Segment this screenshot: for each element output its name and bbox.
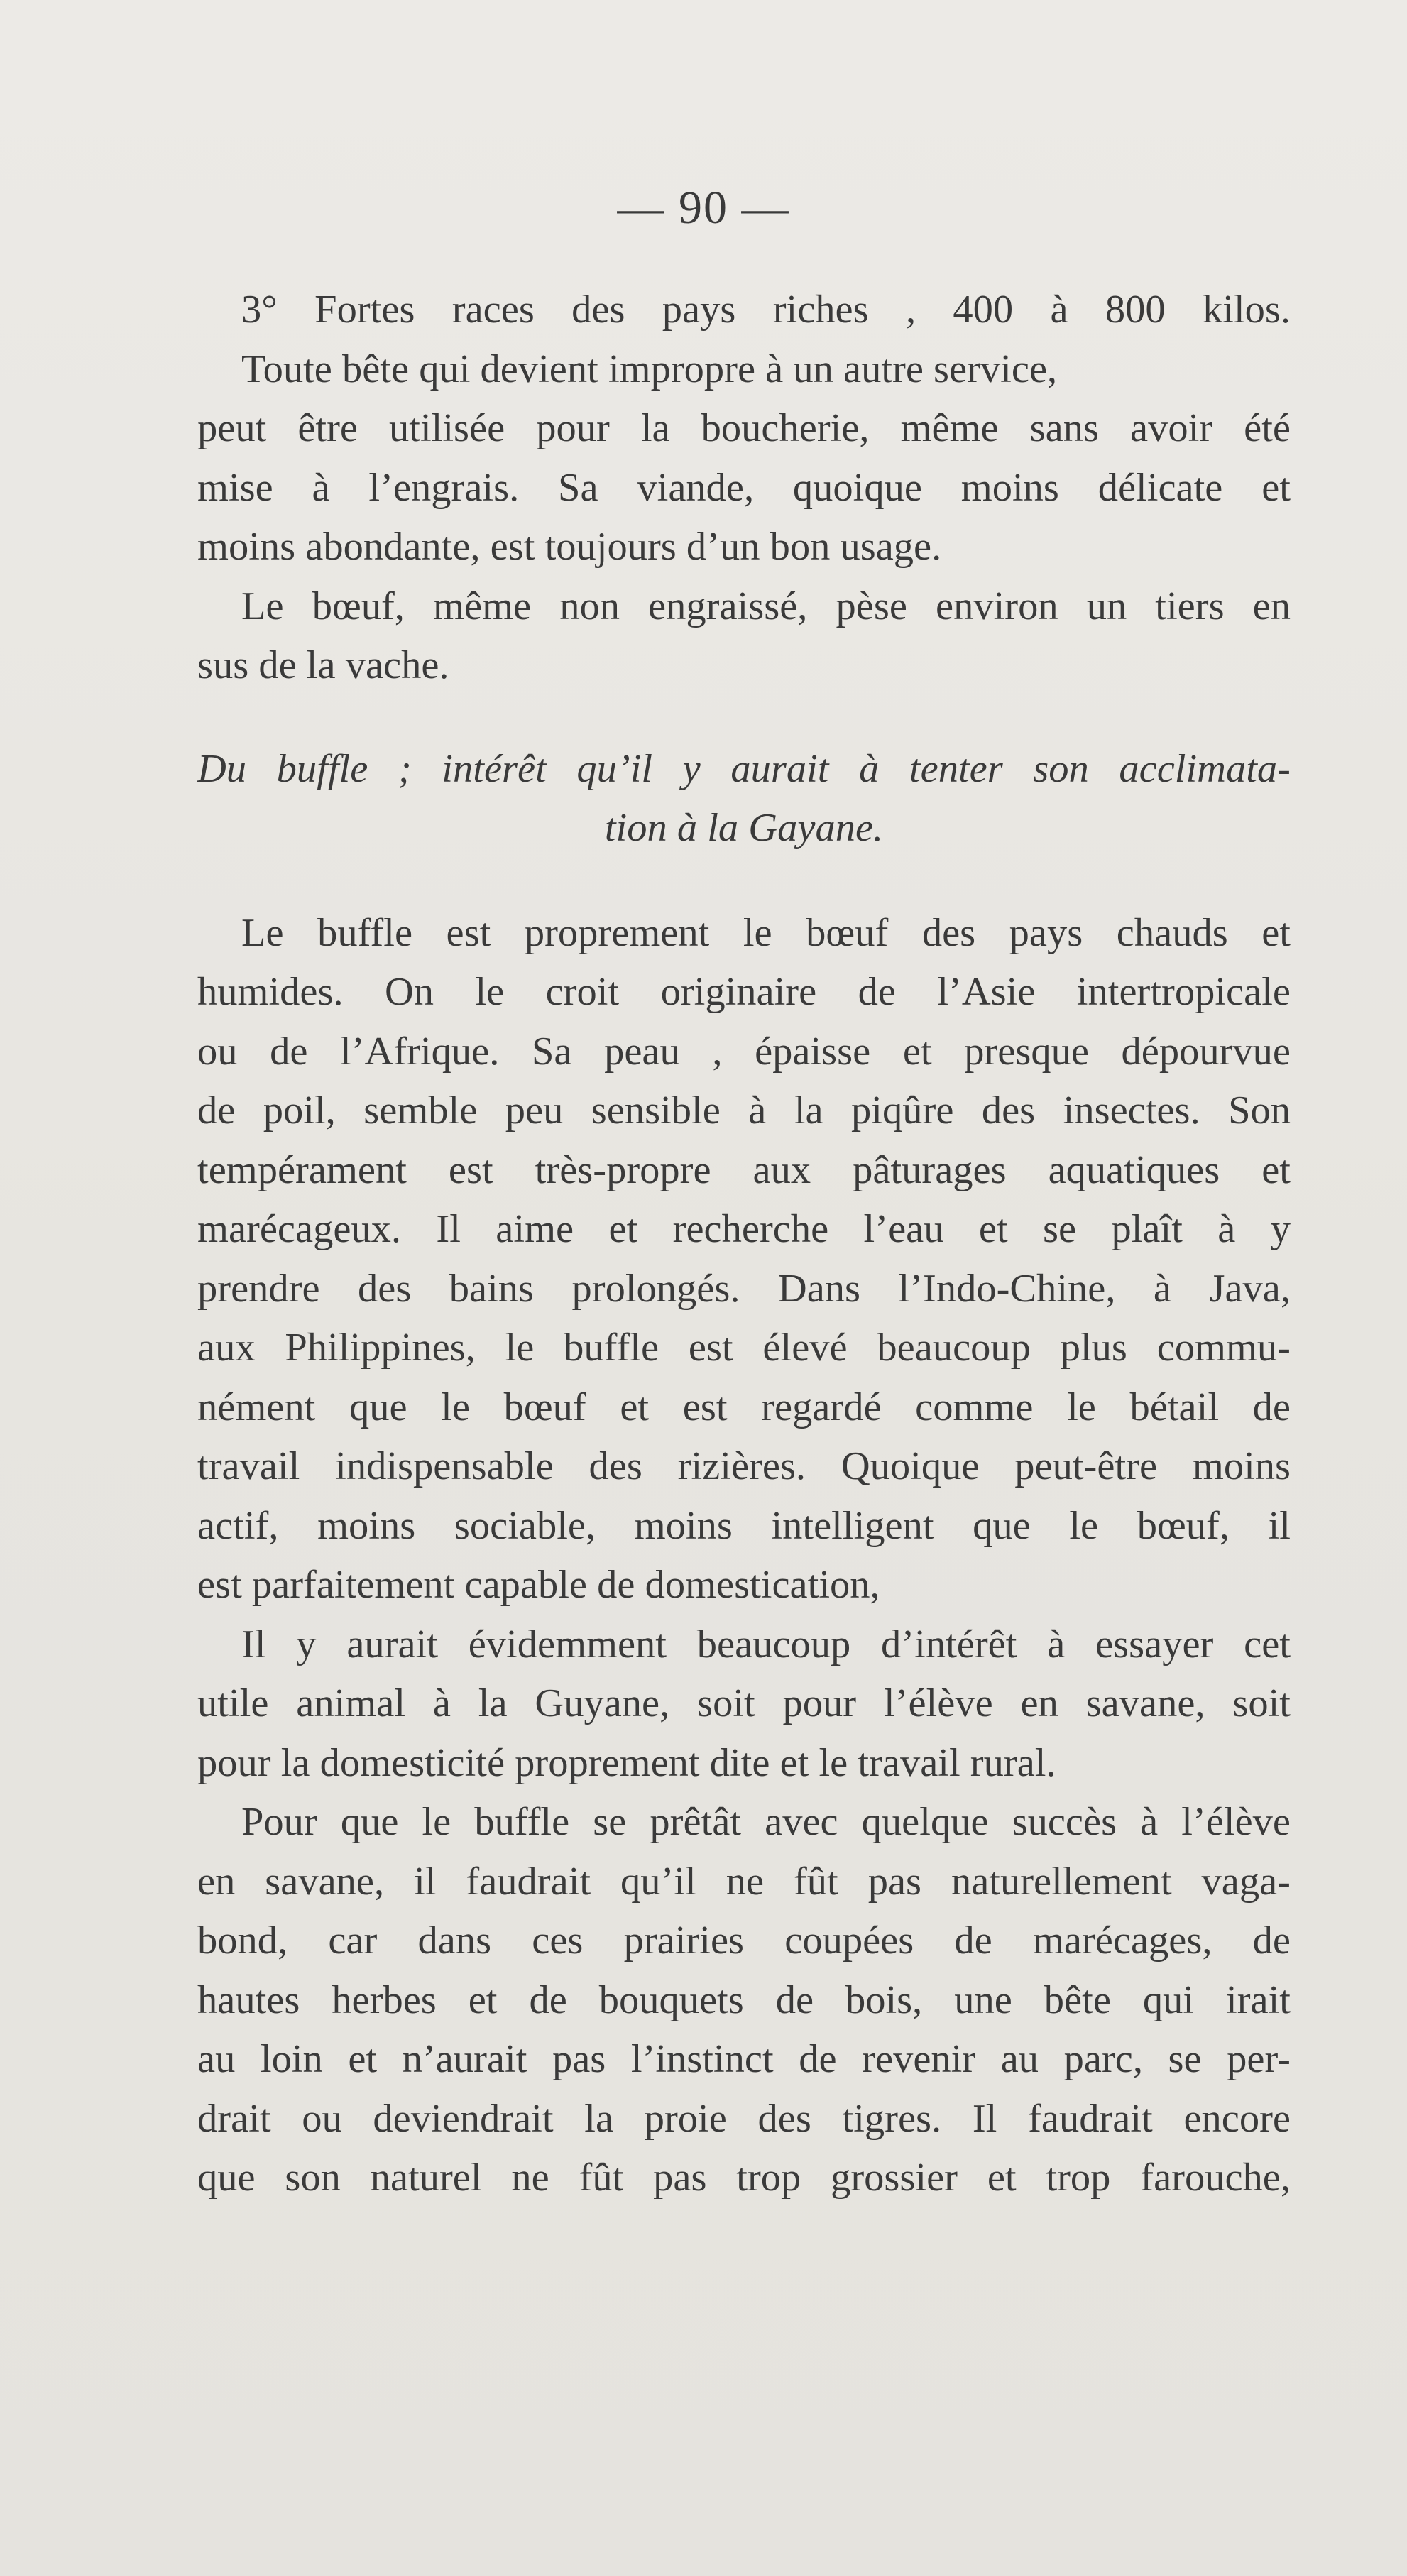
text-line: au loin et n’aurait pas l’instinct de revenir au parc, se per- — [197, 2037, 1291, 2081]
text-line: nément que le bœuf et est regardé comme le bétail de — [197, 1385, 1291, 1429]
section-heading-line-1: Du buffle ; intérêt qu’il y aurait à tenter son acclimata- — [197, 746, 1291, 791]
text-line: humides. On le croit originaire de l’Asie intertropicale — [197, 970, 1291, 1014]
paragraph-2 — [197, 1615, 1291, 1794]
text-line: Pour que le buffle se prêtât avec quelque succès à l’élève — [241, 1800, 1291, 1844]
text-line: ou de l’Afrique. Sa peau , épaisse et presque dépourvue — [197, 1029, 1291, 1074]
text-line: prendre des bains prolongés. Dans l’Indo-Chine, à Java, — [197, 1266, 1291, 1311]
text-line: est parfaitement capable de domestication, — [197, 1563, 880, 1607]
paragraph-3 — [197, 1793, 1291, 2208]
text-line: pour la domesticité proprement dite et le travail rural. — [197, 1740, 1056, 1785]
page-number: — 90 — — [617, 182, 790, 234]
text-line: tempérament est très-propre aux pâturages aquatiques et — [197, 1147, 1291, 1192]
text-line: Toute bête qui devient impropre à un autre service, — [241, 346, 1058, 391]
text-line: Le bœuf, même non engraissé, pèse environ un tiers en — [241, 584, 1291, 628]
text-line: 3° Fortes races des pays riches , 400 à 800 kilos. — [241, 288, 1291, 332]
section-heading-line-2: tion à la Gayane. — [604, 806, 884, 850]
section-heading — [197, 740, 1291, 858]
text-line: Le buffle est proprement le bœuf des pays chauds et — [241, 910, 1291, 955]
page-body — [197, 280, 1291, 2208]
text-line: actif, moins sociable, moins intelligent que le bœuf, il — [197, 1503, 1291, 1548]
text-line: sus de la vache. — [197, 643, 449, 687]
text-line: bond, car dans ces prairies coupées de marécages, de — [197, 1919, 1291, 1963]
text-line: de poil, semble peu sensible à la piqûre des insectes. Son — [197, 1088, 1291, 1133]
text-line: que son naturel ne fût pas trop grossier et trop farouche, — [197, 2156, 1291, 2200]
text-line: marécageux. Il aime et recherche l’eau et se plaît à y — [197, 1207, 1291, 1251]
text-line: drait ou deviendrait la proie des tigres. Il faudrait encore — [197, 2096, 1291, 2141]
text-line: mise à l’engrais. Sa viande, quoique moins délicate et — [197, 465, 1291, 510]
paragraph-1 — [197, 904, 1291, 1615]
text-line: hautes herbes et de bouquets de bois, une bête qui irait — [197, 1977, 1291, 2022]
text-line: en savane, il faudrait qu’il ne fût pas naturellement vaga- — [197, 1859, 1291, 1904]
intro-paragraphs — [197, 280, 1291, 696]
text-line: travail indispensable des rizières. Quoique peut-être moins — [197, 1444, 1291, 1488]
text-line: peut être utilisée pour la boucherie, même sans avoir été — [197, 406, 1291, 450]
text-line: utile animal à la Guyane, soit pour l’élève en savane, soit — [197, 1681, 1291, 1725]
text-line: Il y aurait évidemment beaucoup d’intérêt à essayer cet — [241, 1622, 1291, 1666]
text-line: moins abondante, est toujours d’un bon usage. — [197, 525, 942, 569]
text-line: aux Philippines, le buffle est élevé beaucoup plus commu- — [197, 1326, 1291, 1370]
